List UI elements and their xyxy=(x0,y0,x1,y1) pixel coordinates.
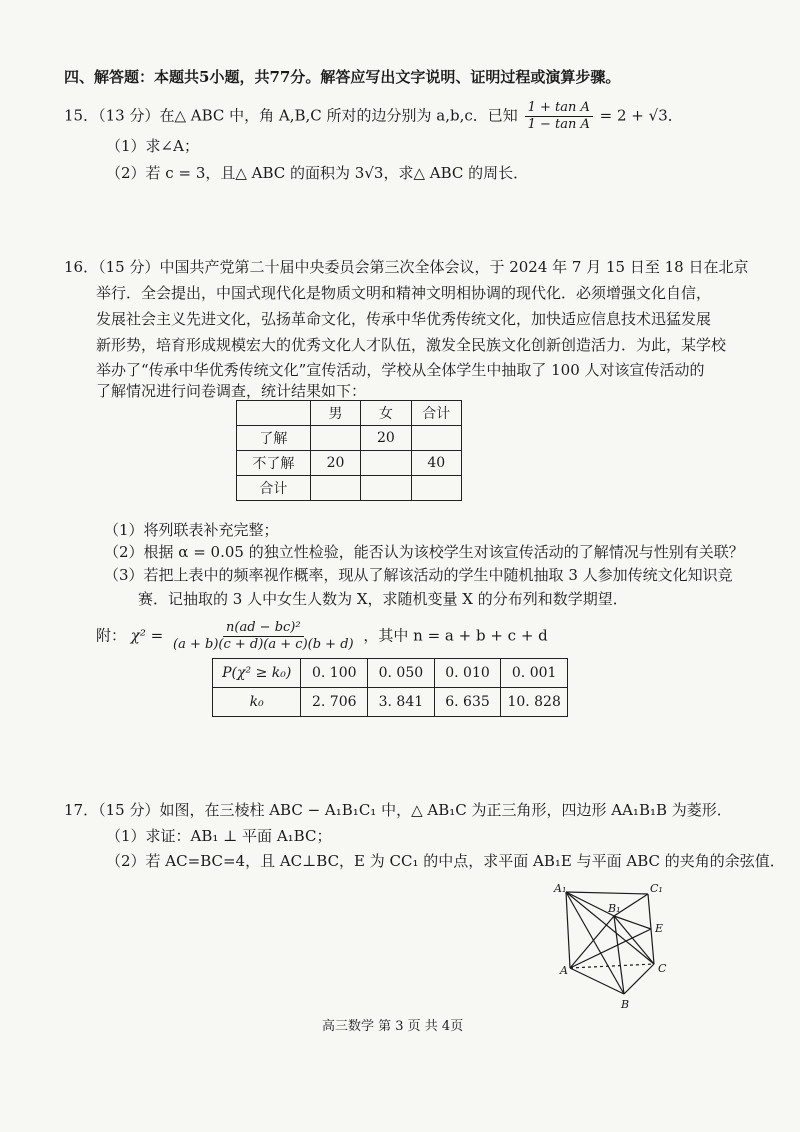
table-header: 女 xyxy=(361,401,411,426)
q15-part1: （1）求∠A； xyxy=(106,137,199,155)
q15-frac-num: 1 + tan A xyxy=(525,100,593,117)
appendix-label: 附： xyxy=(96,626,127,645)
chi-denominator: (a + b)(c + d)(a + c)(b + d) xyxy=(173,637,354,652)
table-cell: 10. 828 xyxy=(501,688,568,717)
q16-line5: 举办了“传承中华优秀传统文化”宣传活动，学校从全体学生中抽取了 100 人对该宣传活动的 xyxy=(96,361,705,379)
table-cell: 40 xyxy=(411,451,461,476)
table-cell: 0. 050 xyxy=(368,659,435,688)
label-b: B xyxy=(621,998,630,1011)
q15-part2: （2）若 c = 3，且△ ABC 的面积为 3√3，求△ ABC 的周长． xyxy=(106,164,529,182)
table-row xyxy=(237,401,462,426)
table-row xyxy=(237,451,462,476)
label-a1: A₁ xyxy=(554,882,567,895)
table-cell: 合计 xyxy=(237,476,311,501)
chi-tail: ，其中 n = a + b + c + d xyxy=(363,626,548,645)
table-cell: 6. 635 xyxy=(434,688,501,717)
label-a: A xyxy=(560,964,568,977)
q15-stem xyxy=(64,100,683,133)
table-cell: 2. 706 xyxy=(301,688,368,717)
q16-line3: 发展社会主义先进文化，弘扬革命文化，传承中华优秀传统文化，加快适应信息技术迅猛发展 xyxy=(96,310,712,328)
q15-frac-den: 1 − tan A xyxy=(527,117,590,132)
table-cell xyxy=(237,401,311,426)
q15-fraction xyxy=(525,100,593,133)
q16-line1 xyxy=(64,257,749,277)
edge-a1-c1 xyxy=(566,892,648,894)
edge-a1-a xyxy=(566,892,570,968)
q16-line6: 了解情况进行问卷调查，统计结果如下： xyxy=(96,382,367,400)
table-cell: 20 xyxy=(310,451,360,476)
line-a-e xyxy=(570,929,651,968)
table-cell xyxy=(361,476,411,501)
section-heading: 四、解答题：本题共5小题，共77分。解答应写出文字说明、证明过程或演算步骤。 xyxy=(64,68,621,86)
q16-line2: 举行．全会提出，中国式现代化是物质文明和精神文明相协调的现代化．必须增强文化自信， xyxy=(96,284,712,302)
q17-part1: （1）求证：AB₁ ⊥ 平面 A₁BC； xyxy=(106,827,332,845)
edge-a-b xyxy=(570,968,624,994)
q17-stem xyxy=(64,800,732,820)
chi-fraction xyxy=(170,620,357,653)
table-cell: 了解 xyxy=(237,426,311,451)
table-cell: 20 xyxy=(361,426,411,451)
q16-line4: 新形势，培育形成规模宏大的优秀文化人才队伍，激发全民族文化创新创造活力．为此，某学校 xyxy=(96,336,727,354)
q17-part2: （2）若 AC=BC=4，且 AC⊥BC，E 为 CC₁ 的中点，求平面 AB₁E 与平面 ABC 的夹角的余弦值． xyxy=(106,852,785,870)
edge-b-c xyxy=(624,964,654,994)
table-cell xyxy=(411,476,461,501)
table-row xyxy=(213,688,568,717)
q15-stem-rhs: = 2 + √3． xyxy=(599,106,683,125)
line-a-b1 xyxy=(570,916,614,968)
table-header: P(χ² ≥ k₀) xyxy=(213,659,301,688)
table-cell: 0. 001 xyxy=(501,659,568,688)
q16-part2: （2）根据 α = 0.05 的独立性检验，能否认为该校学生对该宣传活动的了解情况与性别有关联？ xyxy=(104,543,744,561)
label-c: C xyxy=(658,962,667,975)
q16-part3a: （3）若把上表中的频率视作概率，现从了解该活动的学生中随机抽取 3 人参加传统文化知识竞 xyxy=(104,566,733,584)
label-c1: C₁ xyxy=(650,882,663,895)
q16-line1-text: 中国共产党第二十届中央委员会第三次全体会议，于 2024 年 7 月 15 日至 18 日在北京 xyxy=(159,258,749,276)
page-footer: 高三数学 第 3 页 共 4页 xyxy=(322,1019,464,1034)
q16-number: 16．（15 分） xyxy=(64,258,160,276)
table-cell xyxy=(310,476,360,501)
q15-number: 15．（13 分） xyxy=(64,106,160,125)
edge-a-c-hidden xyxy=(570,964,654,968)
q16-part3b: 赛．记抽取的 3 人中女生人数为 X，求随机变量 X 的分布列和数学期望． xyxy=(138,590,628,608)
table-row xyxy=(237,426,462,451)
chi-numerator: n(ad − bc)² xyxy=(223,620,304,637)
table-row xyxy=(213,659,568,688)
table-cell xyxy=(310,426,360,451)
table-row xyxy=(237,476,462,501)
table-cell: 3. 841 xyxy=(368,688,435,717)
contingency-table xyxy=(236,400,462,501)
q17-number: 17．（15 分） xyxy=(64,801,160,819)
table-header: k₀ xyxy=(213,688,301,717)
table-cell: 0. 010 xyxy=(434,659,501,688)
critical-value-table xyxy=(212,658,568,717)
q15-stem-text: 在△ ABC 中，角 A,B,C 所对的边分别为 a,b,c．已知 xyxy=(159,106,518,125)
prism-figure xyxy=(548,880,678,1016)
table-header: 男 xyxy=(310,401,360,426)
q16-part1: （1）将列联表补充完整； xyxy=(104,521,279,539)
table-header: 合计 xyxy=(411,401,461,426)
chi-square-formula xyxy=(96,620,548,653)
table-cell: 不了解 xyxy=(237,451,311,476)
edge-b1-b xyxy=(614,916,624,994)
table-cell: 0. 100 xyxy=(301,659,368,688)
q17-stem-text: 如图，在三棱柱 ABC − A₁B₁C₁ 中，△ AB₁C 为正三角形，四边形 AA₁B₁B 为菱形． xyxy=(159,801,732,819)
table-cell xyxy=(361,451,411,476)
table-cell xyxy=(411,426,461,451)
chi-lhs: χ² = xyxy=(130,626,164,645)
label-e: E xyxy=(655,922,664,935)
label-b1: B₁ xyxy=(608,902,621,915)
